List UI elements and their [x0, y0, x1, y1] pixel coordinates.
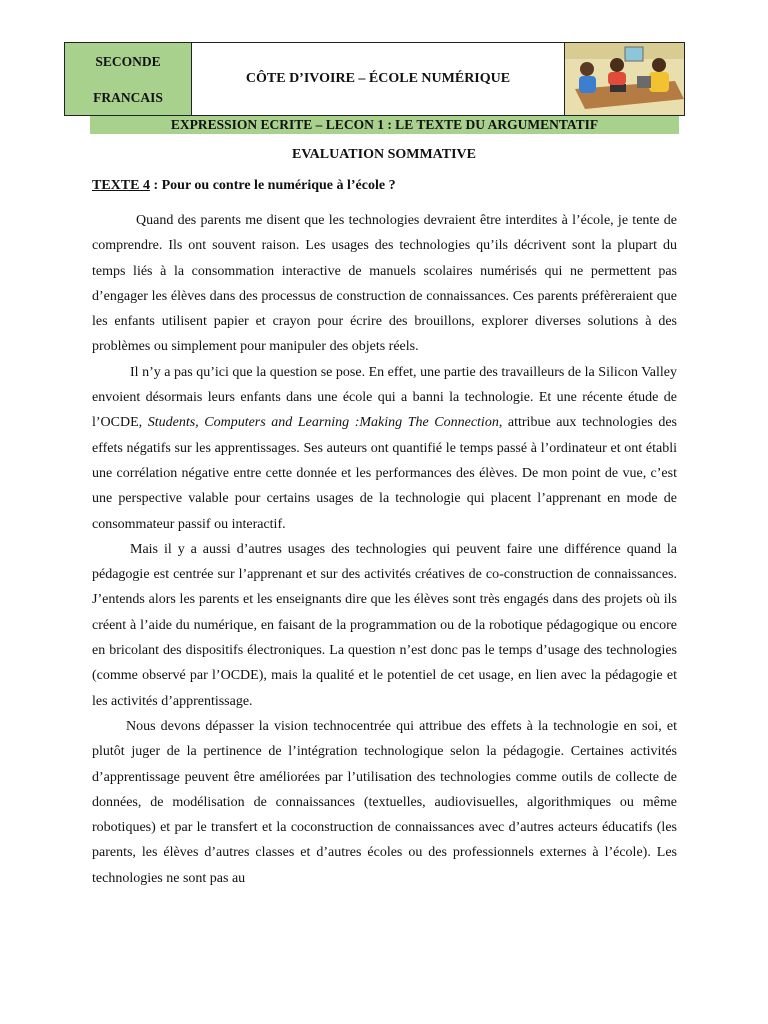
level-label: SECONDE: [95, 54, 161, 69]
text-heading: [92, 178, 396, 194]
paragraph-1: Quand des parents me disent que les technologies devraient être interdites à l’école, je tente de comprendre. Ils ont souvent raison. Les usages des technologies qu’ils décrivent sont la plupart du temps liés à la consommation interactive de manuels scolaires numérisés qui ne permettent pas d’engager les élèves dans des processus de construction de connaissances. Ces parents préfèreraient que les enfants utilisent papier et crayon pour écrire des brouillons, explorer diverses solutions à des problèmes ou simplement pour manipuler des objets réels.: [92, 213, 677, 355]
lesson-banner: EXPRESSION ECRITE – LECON 1 : LE TEXTE DU ARGUMENTATIF: [90, 116, 679, 134]
subject-label: FRANCAIS: [93, 90, 163, 105]
paragraph-2-text-end: , attribue aux technologies des effets négatifs sur les apprentissages. Ses auteurs ont quantifié le temps passé à l’ordinateur et ont établi une corrélation négative entre cette donnée et les performances des élèves. De mon point de vue, c’est une perspective valable pour certains usages de la technologie qui placent l’apprenant en mode de consommateur passif ou interactif.: [92, 415, 677, 532]
paragraph-4: Nous devons dépasser la vision technocentrée qui attribue des effets à la technologie en soi, et plutôt juger de la pertinence de l’intégration technologique selon la pédagogie. Certaines activités d’apprentissage peuvent être améliorées par l’utilisation des technologies comme outils de collecte de données, de modélisation de connaissances (textuelles, audiovisuelles, algorithmiques ou même robotiques) et par le transfert et la coconstruction de connaissances avec d’autres acteurs éducatifs (les parents, les élèves d’autres classes et d’autres écoles ou des professionnels externes à l’école). Les technologies ne sont pas au: [92, 718, 677, 886]
paragraph-3: Mais il y a aussi d’autres usages des technologies qui peuvent faire une différence quand la pédagogie est centrée sur l’apprenant et sur des activités créatives de co-construction de connaissances. J’entends alors les parents et les enseignants dire que les élèves sont très engagés dans des projets où ils créent à l’aide du numérique, en faisant de la programmation ou de la robotique pédagogique ou encore en bricolant des dispositifs électroniques. La question n’est donc pas le temps d’usage des technologies (comme observé par l’OCDE), mais la qualité et le potentiel de cet usage, en lien avec la pédagogie et les activités d’apprentissage.: [92, 541, 677, 709]
paragraph-2: [92, 360, 677, 537]
paragraph-2-text: Il n’y a pas qu’ici que la question se pose. En effet, une partie des travailleurs de la Silicon Valley envoient désormais leurs enfants dans une école qui a banni la technologie. Et une récente étude de l’OCDE,: [92, 364, 677, 431]
document-body: [92, 208, 677, 891]
study-title: Students, Computers and Learning :Making The Connection: [147, 415, 499, 431]
class-info-cell: [65, 43, 192, 115]
text-title: : Pour ou contre le numérique à l’école ?: [149, 178, 396, 193]
evaluation-title: EVALUATION SOMMATIVE: [292, 147, 476, 162]
text-number: TEXTE 4: [92, 178, 150, 193]
header-title: CÔTE D’IVOIRE – ÉCOLE NUMÉRIQUE: [192, 43, 565, 115]
students-with-computers-illustration-icon: [565, 43, 684, 115]
document-header: [64, 42, 685, 116]
